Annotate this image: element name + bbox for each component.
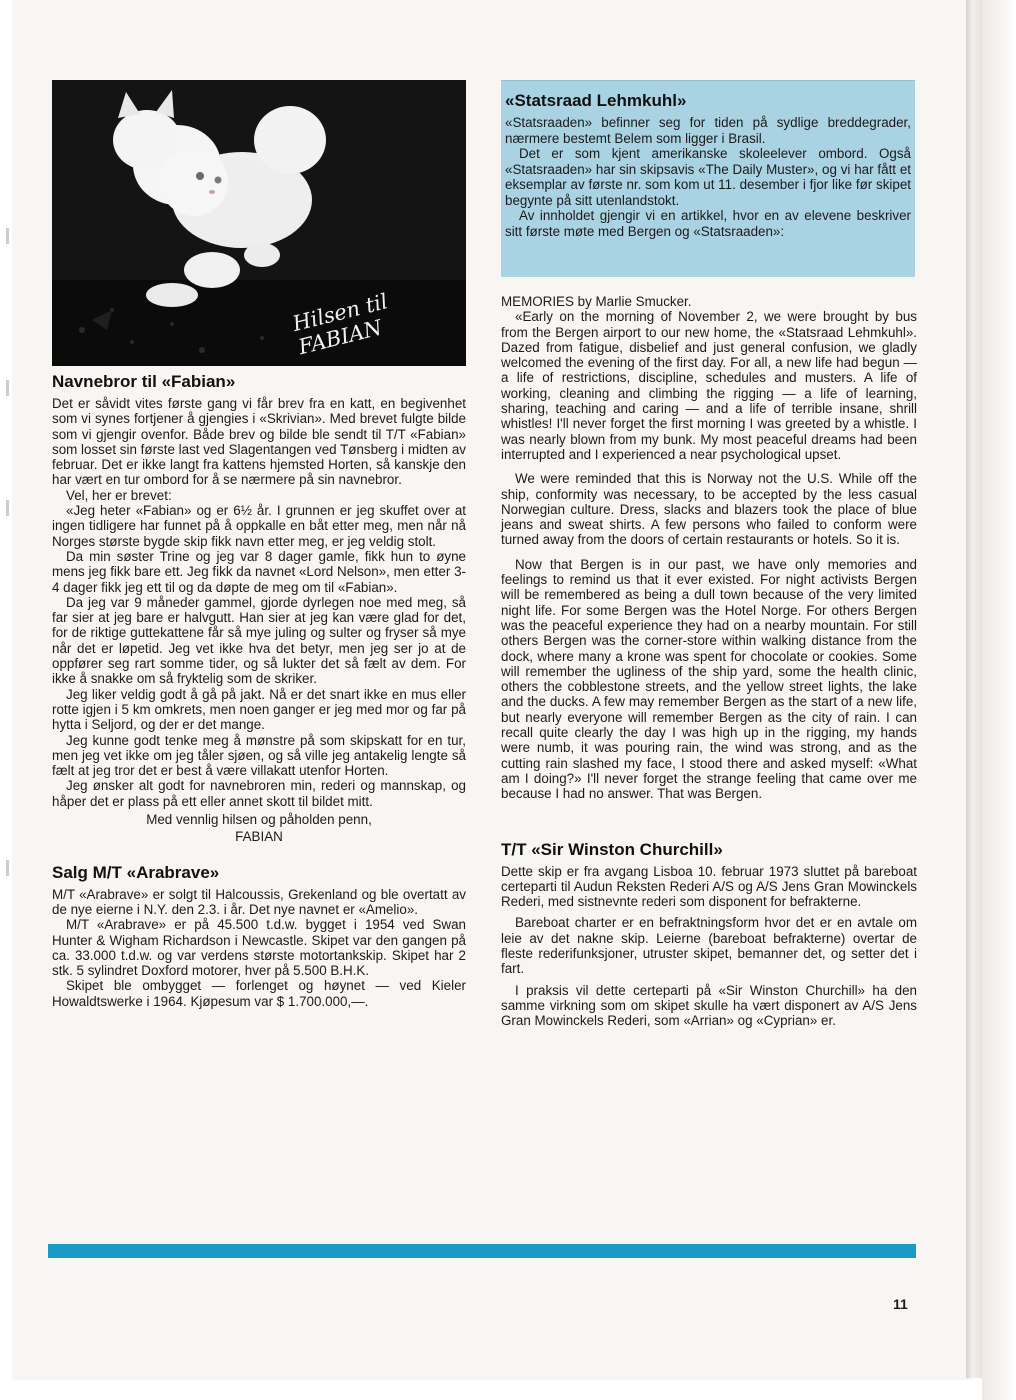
statsraad-title: «Statsraad Lehmkuhl» xyxy=(505,91,687,110)
article-fabian-title: Navnebror til «Fabian» xyxy=(52,372,236,391)
article-churchill xyxy=(501,840,917,1029)
article-paragraph: M/T «Arabrave» er på 45.500 t.d.w. bygget i 1954 ved Swan Hunter & Wigham Richardson i Newcastle. Skipet var den gangen på ca. 33.000 t.d.w. og var verdens største motortankskip. Skipet har 2 stk. 5 sylindret Doxford motorer, hver på 5.500 B.H.K. xyxy=(52,917,466,979)
statsraad-paragraph: Av innholdet gjengir vi en artikkel, hvor en av elevene beskriver sitt første møte med Bergen og «Statsraaden»: xyxy=(505,208,911,239)
article-paragraph: Da min søster Trine og jeg var 8 dager gamle, fikk hun to øyne mens jeg fikk bare ett. Jeg fikk da navnet «Lord Nelson», men etter 3-4 dager fikk jeg ett til og da døpte de meg om til «Fabian». xyxy=(52,548,466,595)
footer-rule xyxy=(48,1244,916,1258)
binding-mark xyxy=(6,500,9,516)
article-paragraph: I praksis vil dette certeparti på «Sir Winston Churchill» ha den samme virkning som om skipet skulle ha vært disponert av A/S Jens Gran Mowinckels Rederi, som «Arrian» og «Cyprian» er. xyxy=(501,982,917,1029)
article-paragraph: «Jeg heter «Fabian» og er 6½ år. I grunnen er jeg skuffet over at ingen tidligere har funnet på å oppkalle en båt etter meg, men når nå Norges største bygde skip fikk navn etter meg, er jeg veldig stolt. xyxy=(52,503,466,549)
statsraad-paragraph: «Statsraaden» befinner seg for tiden på sydlige breddegrader, nærmere bestemt Belem som ligger i Brasil. xyxy=(505,115,911,146)
article-fabian xyxy=(52,372,466,845)
article-paragraph: Now that Bergen is in our past, we have only memories and feelings to remind us that it ever existed. For night activists Bergen will be remembered as being a dull town because of the very limited night life. For some Bergen was the Hotel Norge. For others Bergen was the peaceful experience they had on a nearby mountain. For still others Bergen was the corner-store within walking distance from the dock, where many a krone was spent for chocolate or cookies. Some will remember the ugliness of the ship yard, some the health clinic, others the cobblestone streets, and the yellow street lights, the lake and the ducks. A few may remember Bergen as the start of a new life, but nearly everyone will remember Bergen as the city of rain. I can recall quite clearly the day I was high up in the rigging, my hands were numb, it was pouring rain, the wind was strong, and as the cutting rain slashed my face, I stood there and asked myself: «What am I doing?» I'll never forget the strange feeling that came over me because I had no answer. That was Bergen. xyxy=(501,556,917,802)
article-paragraph: Dette skip er fra avgang Lisboa 10. februar 1973 sluttet på bareboat certeparti til Audun Reksten Rederi A/S og A/S Jens Gran Mowinckels Rederi, med sistnevnte rederi som disponent for befrakterne. xyxy=(501,863,917,910)
article-churchill-title: T/T «Sir Winston Churchill» xyxy=(501,839,723,859)
article-paragraph: Vel, her er brevet: xyxy=(66,487,172,503)
left-column xyxy=(52,372,466,1009)
article-paragraph: Det er såvidt vites første gang vi får brev fra en katt, en begivenhet som vi synes fortjener å gjengies i «Skrivian». Med brevet fulgte bilde som vi gjengir ovenfor. Både brev og bilde ble sendt til T/T «Fabian» som losset sin første last ved Slagentangen ved Tønsberg i midten av februar. Det er ikke langt fra kattens hjemsted Horten, så kanskje den har vært en tur ombord for å se nærmere på sin navnebror. xyxy=(52,396,466,488)
article-paragraph: «Early on the morning of November 2, we were brought by bus from the Bergen airport to our new home, the «Statsraad Lehmkuhl». Dazed from fatigue, disbelief and just general confusion, we gladly welcomed the evening of the first day. For all, a new life had begun — a life of restrictions, discipline, schedules and musters. A life of working, cleaning and climbing the rigging — a life of learning, sharing, teaching and caring — and a life of terrible insane, shrill whistles! I'll never forget the first morning I was greeted by a whistle. I was nearly blown from my bunk. My most peaceful dreams had been interrupted and I experienced a near psychological upset. xyxy=(501,309,917,462)
photo-inscription-1: Hilsen til FABIAN xyxy=(290,289,391,360)
article-paragraph: Jeg liker veldig godt å gå på jakt. Nå er det snart ikke en mus eller rotte igjen i 5 km omkrets, men noen ganger er jeg med mor og far på hytta i Seljord, og der er det mange. xyxy=(52,686,466,733)
cat-photo xyxy=(52,80,466,366)
article-paragraph: Bareboat charter er en befraktningsform hvor det er en avtale om leie av det nakne skip. Leierne (bareboat befrakterne) overtar de fleste rederifunksjoner, utruster skipet, bemanner det, og setter det i fart. xyxy=(501,915,917,977)
page-number: 11 xyxy=(893,1296,908,1312)
article-paragraph: Skipet ble ombygget — forlenget og høynet — ved Kieler Howaldtswerke i 1964. Kjøpesum var $ 1.700.000,—. xyxy=(52,978,466,1009)
article-memories xyxy=(501,294,917,802)
article-paragraph: Jeg kunne godt tenke meg å mønstre på som skipskatt for en tur, men jeg vet ikke om jeg tåler sjøen, og så ville jeg antakelig lengte så fælt at jeg tror det er best å være villakatt utenfor Horten. xyxy=(52,732,466,779)
article-arabrave xyxy=(52,863,466,1009)
statsraad-paragraph: Det er som kjent amerikanske skoleelever ombord. Også «Statsraaden» har sin skipsavis «The Daily Muster», og vi har fått et eksemplar av første nr. som kom ut 11. desember i fjor like før skipet begynte på sitt utenlandstokt. xyxy=(505,146,911,208)
binding-mark xyxy=(6,860,9,876)
binding-mark xyxy=(6,380,9,396)
article-paragraph: We were reminded that this is Norway not the U.S. While off the ship, conformity was necessary, to be accepted by the less casual Norwegian culture. Dress, slacks and blazers took the place of blue jeans and sweat shirts. A few persons who failed to conform were turned away from the doors of certain restaurants or hotels. So it is. xyxy=(501,471,917,548)
page-edge-background xyxy=(982,0,1016,1400)
letter-closing: Med vennlig hilsen og påholden penn, xyxy=(146,812,372,828)
article-paragraph: Jeg ønsker alt godt for navnebroren min, rederi og mannskap, og håper det er plass på ett eller annet skott til bildet mitt. xyxy=(52,778,466,809)
binding-mark xyxy=(6,228,9,244)
letter-signature: FABIAN xyxy=(235,829,283,845)
statsraad-box xyxy=(501,80,915,277)
article-arabrave-title: Salg M/T «Arabrave» xyxy=(52,862,220,882)
page-edge xyxy=(966,0,982,1378)
article-paragraph: M/T «Arabrave» er solgt til Halcoussis, Grekenland og ble overtatt av de nye eierne i N.Y. den 2.3. i år. Det nye navnet er «Amelio». xyxy=(52,886,466,917)
article-paragraph: Da jeg var 9 måneder gammel, gjorde dyrlegen noe med meg, så far sier at jeg bare er halvgutt. Han sier at jeg kan være glad for det, for de riktige guttekattene får så mye juling og sulter og fryser så mye når det er løpetid. Jeg vet ikke hva det betyr, men jeg ser jo at de oppfører seg rart somme tider, og så lukter det så fælt av dem. For ikke å snakke om så fryktelig som de skriker. xyxy=(52,594,466,687)
right-column xyxy=(501,294,917,1028)
memories-byline: MEMORIES by Marlie Smucker. xyxy=(501,294,692,309)
